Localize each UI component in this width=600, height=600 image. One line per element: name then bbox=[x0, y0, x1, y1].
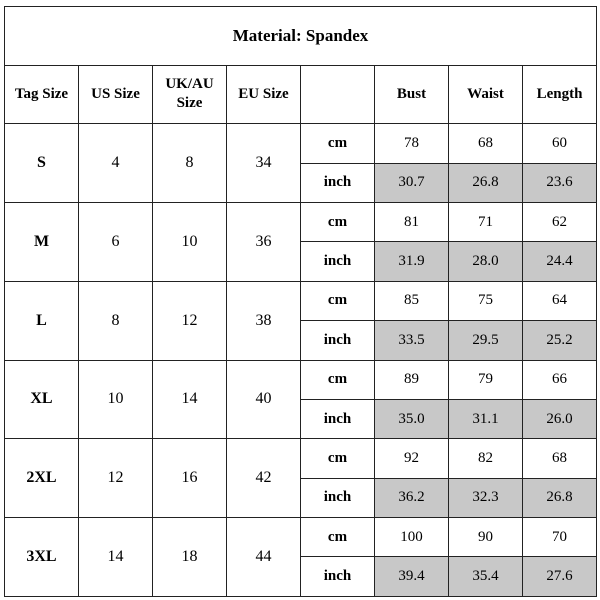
length-cell: 26.0 bbox=[523, 399, 597, 438]
waist-cell: 32.3 bbox=[449, 478, 523, 517]
size-chart bbox=[4, 6, 596, 597]
bust-cell: 89 bbox=[375, 360, 449, 399]
length-cell: 27.6 bbox=[523, 557, 597, 597]
header-uk-au-size: UK/AU Size bbox=[153, 65, 227, 124]
table-row bbox=[5, 124, 597, 163]
bust-cell: 100 bbox=[375, 518, 449, 557]
us-size-cell: 12 bbox=[79, 439, 153, 518]
tag-size-cell: M bbox=[5, 202, 79, 281]
header-length: Length bbox=[523, 65, 597, 124]
eu-size-cell: 40 bbox=[227, 360, 301, 439]
length-cell: 23.6 bbox=[523, 163, 597, 202]
size-table bbox=[4, 6, 597, 597]
length-cell: 24.4 bbox=[523, 242, 597, 281]
bust-cell: 31.9 bbox=[375, 242, 449, 281]
uk-au-size-cell: 16 bbox=[153, 439, 227, 518]
us-size-cell: 8 bbox=[79, 281, 153, 360]
waist-cell: 68 bbox=[449, 124, 523, 163]
us-size-cell: 4 bbox=[79, 124, 153, 203]
length-cell: 66 bbox=[523, 360, 597, 399]
unit-cell: inch bbox=[301, 478, 375, 517]
table-row bbox=[5, 202, 597, 241]
bust-cell: 78 bbox=[375, 124, 449, 163]
header-waist: Waist bbox=[449, 65, 523, 124]
header-unit bbox=[301, 65, 375, 124]
us-size-cell: 6 bbox=[79, 202, 153, 281]
eu-size-cell: 42 bbox=[227, 439, 301, 518]
unit-cell: inch bbox=[301, 242, 375, 281]
table-row bbox=[5, 439, 597, 478]
waist-cell: 90 bbox=[449, 518, 523, 557]
tag-size-cell: XL bbox=[5, 360, 79, 439]
uk-au-size-cell: 12 bbox=[153, 281, 227, 360]
unit-cell: cm bbox=[301, 360, 375, 399]
table-row bbox=[5, 281, 597, 320]
unit-cell: cm bbox=[301, 518, 375, 557]
eu-size-cell: 44 bbox=[227, 518, 301, 597]
length-cell: 68 bbox=[523, 439, 597, 478]
length-cell: 25.2 bbox=[523, 321, 597, 360]
unit-cell: inch bbox=[301, 163, 375, 202]
waist-cell: 31.1 bbox=[449, 399, 523, 438]
uk-au-size-cell: 14 bbox=[153, 360, 227, 439]
table-row bbox=[5, 518, 597, 557]
unit-cell: cm bbox=[301, 439, 375, 478]
header-eu-size: EU Size bbox=[227, 65, 301, 124]
uk-au-size-cell: 8 bbox=[153, 124, 227, 203]
eu-size-cell: 38 bbox=[227, 281, 301, 360]
waist-cell: 79 bbox=[449, 360, 523, 399]
header-bust: Bust bbox=[375, 65, 449, 124]
waist-cell: 75 bbox=[449, 281, 523, 320]
eu-size-cell: 36 bbox=[227, 202, 301, 281]
header-tag-size: Tag Size bbox=[5, 65, 79, 124]
table-row bbox=[5, 360, 597, 399]
uk-au-size-cell: 10 bbox=[153, 202, 227, 281]
waist-cell: 26.8 bbox=[449, 163, 523, 202]
waist-cell: 28.0 bbox=[449, 242, 523, 281]
tag-size-cell: S bbox=[5, 124, 79, 203]
unit-cell: cm bbox=[301, 202, 375, 241]
bust-cell: 36.2 bbox=[375, 478, 449, 517]
length-cell: 60 bbox=[523, 124, 597, 163]
waist-cell: 35.4 bbox=[449, 557, 523, 597]
length-cell: 64 bbox=[523, 281, 597, 320]
length-cell: 26.8 bbox=[523, 478, 597, 517]
bust-cell: 35.0 bbox=[375, 399, 449, 438]
waist-cell: 71 bbox=[449, 202, 523, 241]
bust-cell: 81 bbox=[375, 202, 449, 241]
eu-size-cell: 34 bbox=[227, 124, 301, 203]
unit-cell: inch bbox=[301, 321, 375, 360]
unit-cell: cm bbox=[301, 124, 375, 163]
header-us-size: US Size bbox=[79, 65, 153, 124]
length-cell: 70 bbox=[523, 518, 597, 557]
bust-cell: 33.5 bbox=[375, 321, 449, 360]
tag-size-cell: L bbox=[5, 281, 79, 360]
table-title: Material: Spandex bbox=[5, 7, 597, 66]
unit-cell: cm bbox=[301, 281, 375, 320]
tag-size-cell: 3XL bbox=[5, 518, 79, 597]
uk-au-size-cell: 18 bbox=[153, 518, 227, 597]
us-size-cell: 14 bbox=[79, 518, 153, 597]
length-cell: 62 bbox=[523, 202, 597, 241]
waist-cell: 82 bbox=[449, 439, 523, 478]
unit-cell: inch bbox=[301, 557, 375, 597]
bust-cell: 39.4 bbox=[375, 557, 449, 597]
bust-cell: 92 bbox=[375, 439, 449, 478]
unit-cell: inch bbox=[301, 399, 375, 438]
tag-size-cell: 2XL bbox=[5, 439, 79, 518]
waist-cell: 29.5 bbox=[449, 321, 523, 360]
bust-cell: 85 bbox=[375, 281, 449, 320]
bust-cell: 30.7 bbox=[375, 163, 449, 202]
us-size-cell: 10 bbox=[79, 360, 153, 439]
